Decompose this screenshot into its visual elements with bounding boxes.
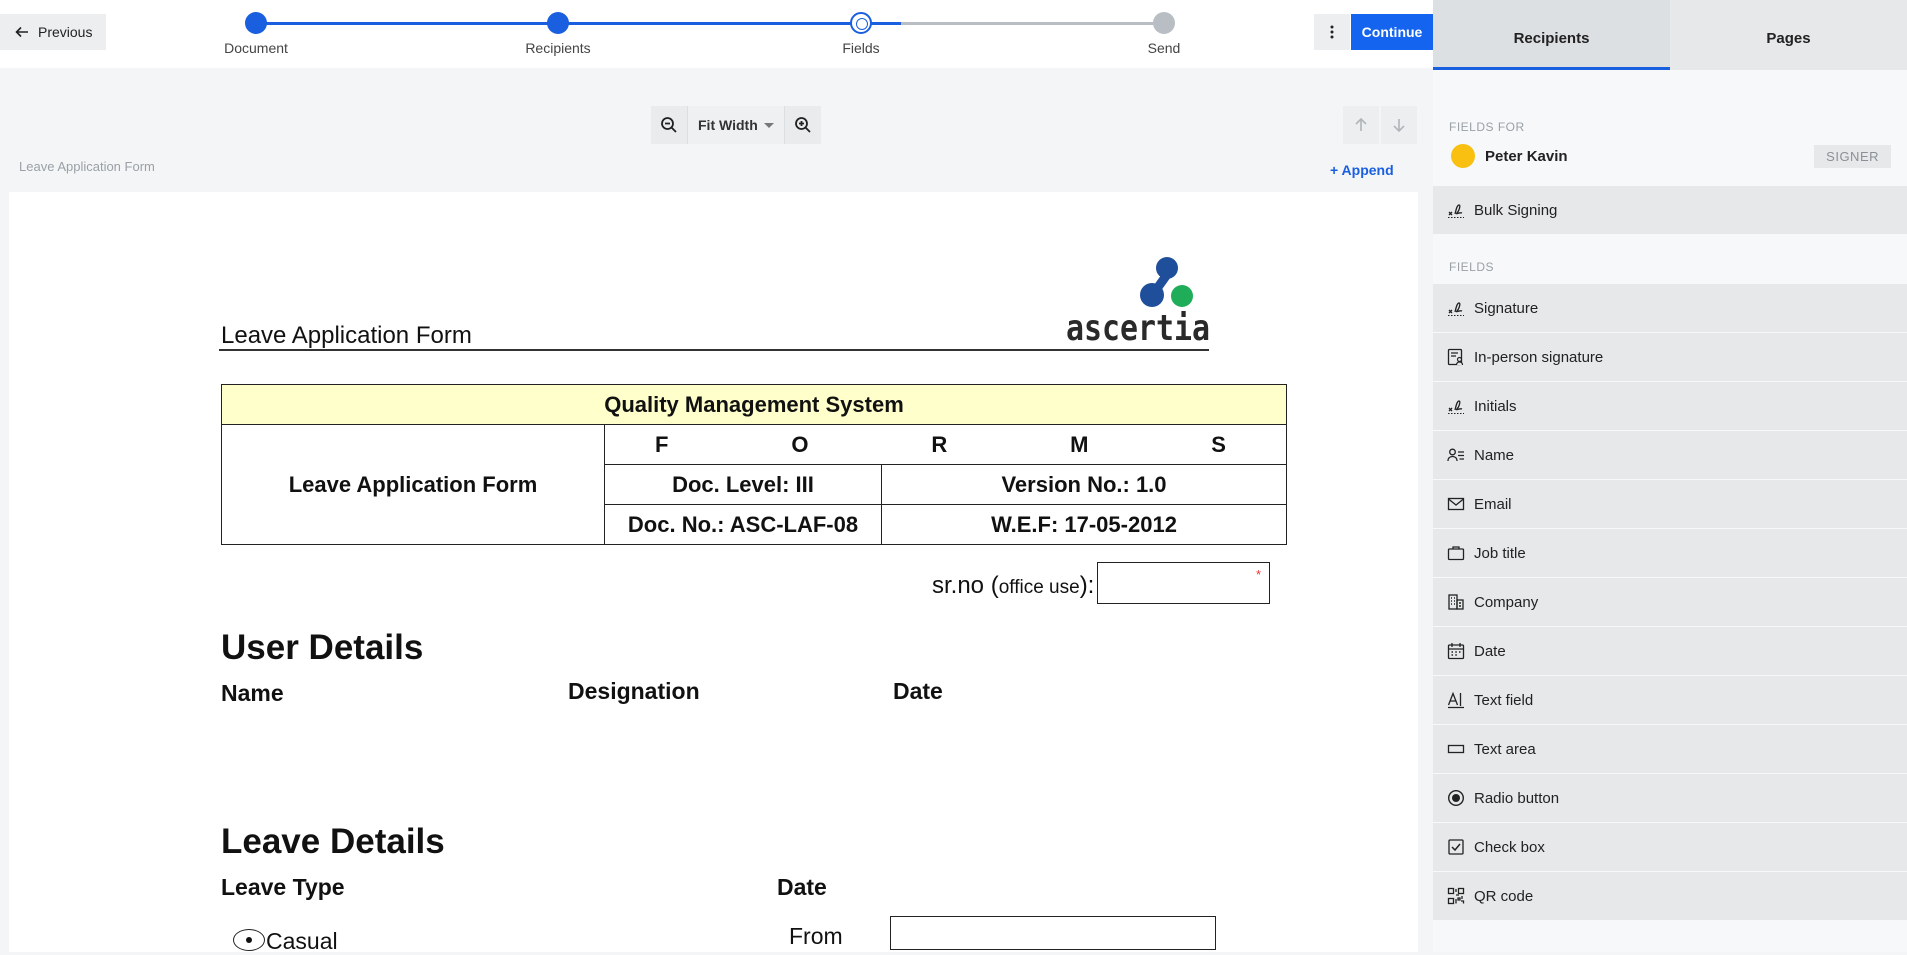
job-title-icon bbox=[1447, 544, 1465, 562]
field-text-field[interactable] bbox=[1433, 676, 1907, 724]
field-label: QR code bbox=[1474, 887, 1534, 905]
step-send[interactable] bbox=[1104, 12, 1224, 56]
previous-button[interactable] bbox=[0, 14, 106, 50]
qms-title: Quality Management System bbox=[222, 385, 1287, 425]
field-initials[interactable] bbox=[1433, 382, 1907, 430]
fields-label: FIELDS bbox=[1449, 260, 1495, 274]
recipient-avatar bbox=[1451, 144, 1475, 168]
step-label: Recipients bbox=[525, 40, 591, 56]
field-list bbox=[1433, 284, 1907, 920]
step-dot-pending bbox=[1153, 12, 1175, 34]
arrow-down-icon bbox=[1391, 117, 1407, 133]
name-icon bbox=[1447, 446, 1465, 464]
more-options-button[interactable] bbox=[1314, 14, 1350, 50]
zoom-out-button[interactable] bbox=[651, 106, 687, 144]
col-date: Date bbox=[893, 678, 943, 704]
bulk-signing-icon bbox=[1447, 201, 1465, 219]
field-label: Company bbox=[1474, 593, 1539, 611]
zoom-toolbar bbox=[651, 106, 821, 144]
calendar-icon bbox=[1447, 642, 1465, 660]
field-label: Email bbox=[1474, 495, 1512, 513]
zoom-select[interactable] bbox=[687, 106, 785, 144]
ascertia-logo bbox=[1064, 254, 1214, 349]
step-dot-current bbox=[850, 12, 872, 34]
initials-icon bbox=[1447, 397, 1465, 415]
panel-tabs bbox=[1433, 0, 1907, 70]
field-label: Job title bbox=[1474, 544, 1526, 562]
continue-button[interactable]: Continue bbox=[1351, 14, 1433, 50]
field-text-area[interactable] bbox=[1433, 725, 1907, 773]
email-icon bbox=[1447, 495, 1465, 513]
casual-radio[interactable] bbox=[233, 929, 265, 951]
forms-letters bbox=[605, 432, 1286, 458]
top-bar bbox=[0, 0, 1433, 68]
title-divider bbox=[219, 349, 1209, 351]
field-label: Signature bbox=[1474, 299, 1539, 317]
field-date[interactable] bbox=[1433, 627, 1907, 675]
leave-details-heading: Leave Details bbox=[221, 822, 445, 861]
zoom-in-icon bbox=[794, 116, 812, 134]
field-label: Initials bbox=[1474, 397, 1517, 415]
document-page[interactable] bbox=[9, 192, 1418, 952]
check-box-icon bbox=[1447, 838, 1465, 856]
page-up-button[interactable] bbox=[1343, 106, 1379, 144]
more-vertical-icon bbox=[1330, 25, 1334, 39]
in-person-signature-icon bbox=[1447, 348, 1465, 366]
forms-letter: O bbox=[791, 431, 809, 457]
step-label: Send bbox=[1147, 40, 1181, 56]
forms-letter: R bbox=[931, 431, 948, 457]
forms-letter: F bbox=[655, 431, 669, 457]
bulk-signing-item[interactable] bbox=[1433, 186, 1907, 234]
step-label: Document bbox=[224, 40, 288, 56]
forms-letter: M bbox=[1070, 431, 1089, 457]
field-label: Radio button bbox=[1474, 789, 1560, 807]
field-label: In-person signature bbox=[1474, 348, 1604, 366]
form-title: Leave Application Form bbox=[221, 322, 472, 349]
progress-stepper bbox=[224, 22, 1181, 62]
document-name: Leave Application Form bbox=[19, 159, 155, 174]
tab-recipients[interactable]: Recipients bbox=[1433, 0, 1670, 70]
recipient-name: Peter Kavin bbox=[1485, 147, 1568, 165]
srno-label: sr.no (office use): bbox=[932, 572, 1095, 599]
field-qr-code[interactable] bbox=[1433, 872, 1907, 920]
text-field-icon bbox=[1447, 691, 1465, 709]
field-email[interactable] bbox=[1433, 480, 1907, 528]
qms-header-table bbox=[221, 384, 1287, 545]
tab-pages[interactable]: Pages bbox=[1766, 30, 1811, 47]
field-check-box[interactable] bbox=[1433, 823, 1907, 871]
srno-input-field[interactable] bbox=[1097, 562, 1270, 604]
doc-level: Doc. Level: III bbox=[605, 465, 882, 505]
bulk-signing-label: Bulk Signing bbox=[1474, 201, 1558, 219]
field-radio-button[interactable] bbox=[1433, 774, 1907, 822]
signature-icon bbox=[1447, 299, 1465, 317]
page-down-button[interactable] bbox=[1381, 106, 1417, 144]
col-name: Name bbox=[221, 680, 284, 706]
field-label: Date bbox=[1474, 642, 1506, 660]
right-panel bbox=[1433, 0, 1907, 952]
field-signature[interactable] bbox=[1433, 284, 1907, 332]
step-dot bbox=[245, 12, 267, 34]
field-label: Text field bbox=[1474, 691, 1534, 709]
append-button[interactable]: + Append bbox=[1330, 162, 1394, 178]
svg-text:ascertia: ascertia bbox=[1066, 308, 1210, 349]
zoom-in-button[interactable] bbox=[785, 106, 821, 144]
company-icon bbox=[1447, 593, 1465, 611]
step-label: Fields bbox=[842, 40, 880, 56]
step-fields[interactable] bbox=[801, 12, 921, 56]
field-label: Name bbox=[1474, 446, 1515, 464]
leave-type-label: Leave Type bbox=[221, 874, 345, 900]
field-label: Text area bbox=[1474, 740, 1536, 758]
arrow-up-icon bbox=[1353, 117, 1369, 133]
col-designation: Designation bbox=[568, 678, 700, 704]
caret-down-icon bbox=[764, 123, 774, 128]
qms-form-name: Leave Application Form bbox=[222, 425, 605, 545]
text-area-icon bbox=[1447, 740, 1465, 758]
field-in-person-signature[interactable] bbox=[1433, 333, 1907, 381]
field-name[interactable] bbox=[1433, 431, 1907, 479]
leave-date-label: Date bbox=[777, 874, 827, 900]
step-dot bbox=[547, 12, 569, 34]
field-job-title[interactable] bbox=[1433, 529, 1907, 577]
zoom-out-icon bbox=[660, 116, 678, 134]
required-mark: * bbox=[1255, 567, 1261, 582]
wef-date: W.E.F: 17-05-2012 bbox=[882, 505, 1287, 545]
qr-code-icon bbox=[1447, 887, 1465, 905]
field-company[interactable] bbox=[1433, 578, 1907, 626]
doc-no: Doc. No.: ASC-LAF-08 bbox=[605, 505, 882, 545]
arrow-left-icon bbox=[14, 24, 30, 40]
user-details-heading: User Details bbox=[221, 628, 424, 667]
casual-label: Casual bbox=[266, 928, 338, 954]
step-document[interactable] bbox=[196, 12, 316, 56]
fields-for-label: FIELDS FOR bbox=[1449, 120, 1525, 134]
step-recipients[interactable] bbox=[498, 12, 618, 56]
forms-letter: S bbox=[1211, 431, 1226, 457]
page-nav bbox=[1343, 106, 1417, 144]
previous-label: Previous bbox=[38, 24, 93, 40]
version-no: Version No.: 1.0 bbox=[882, 465, 1287, 505]
from-label: From bbox=[789, 923, 843, 949]
recipient-role-badge: SIGNER bbox=[1814, 145, 1891, 168]
from-date-field[interactable] bbox=[890, 916, 1216, 950]
recipient-selector[interactable] bbox=[1433, 134, 1907, 178]
zoom-label: Fit Width bbox=[698, 117, 758, 133]
radio-button-icon bbox=[1447, 789, 1465, 807]
field-label: Check box bbox=[1474, 838, 1545, 856]
